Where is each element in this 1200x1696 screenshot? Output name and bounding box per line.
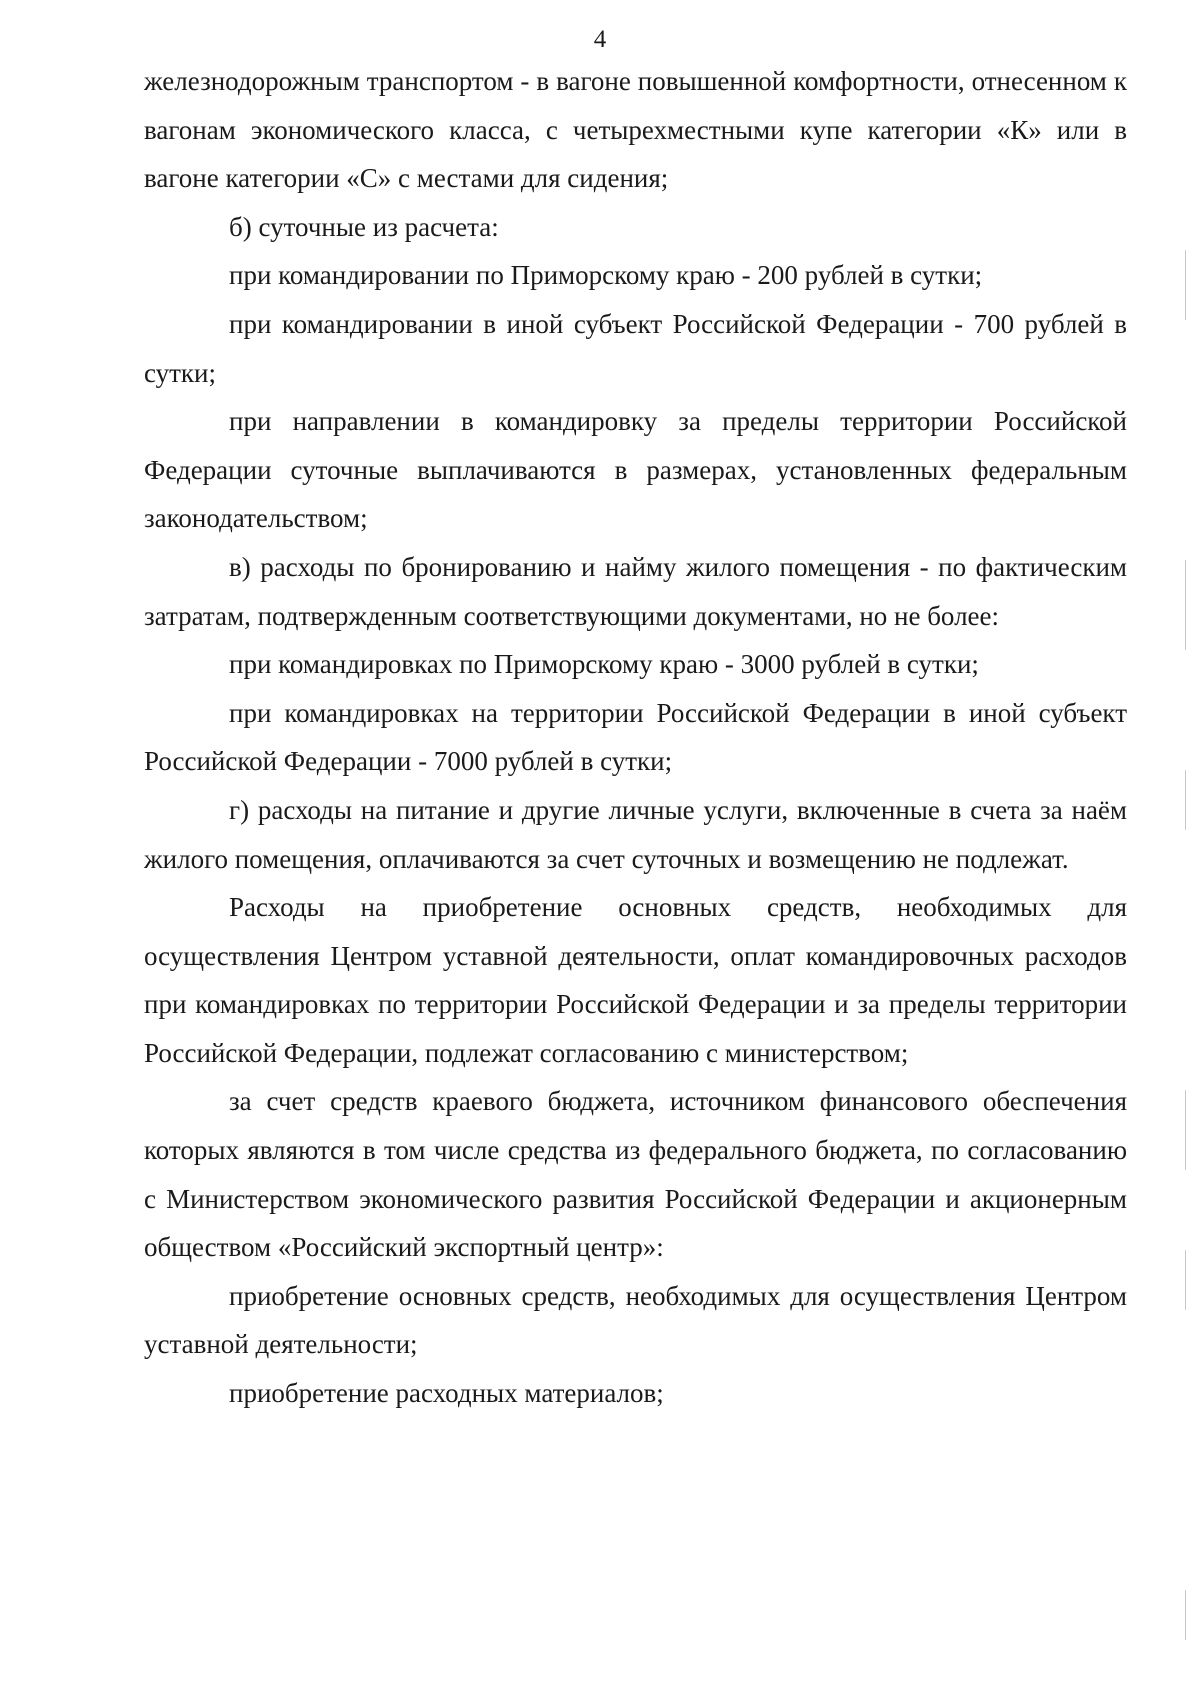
paragraph-per-diem-other-region: при командировании в иной субъект Российской Федерации - 700 рублей в сутки; (144, 308, 1127, 388)
paragraph-lodging-heading: в) расходы по бронированию и найму жилого помещения - по фактическим затратам, подтвержденным соответствующими документами, но не более: (144, 551, 1127, 631)
paragraph-per-diem-abroad: при направлении в командировку за пределы территории Российской Федерации суточные выплачиваются в размерах, установленных федеральным законодательством; (144, 406, 1127, 534)
paragraph-per-diem-primorsky: при командировании по Приморскому краю - 200 рублей в сутки; (229, 260, 983, 291)
scan-edge-mark (1185, 1590, 1186, 1640)
scan-edge-mark (1185, 1250, 1186, 1310)
page-number: 4 (593, 26, 607, 53)
paragraph-meals-services: г) расходы на питание и другие личные услуги, включенные в счета за наём жилого помещения, оплачиваются за счет суточных и возмещению не подлежат. (144, 794, 1127, 874)
scan-edge-mark (1185, 1090, 1186, 1170)
paragraph-lodging-other-region: при командировках на территории Российской Федерации в иной субъект Российской Федерации - 7000 рублей в сутки; (144, 697, 1127, 777)
paragraph-fixed-assets: приобретение основных средств, необходимых для осуществления Центром уставной деятельности; (144, 1280, 1127, 1360)
scan-edge-mark (1185, 560, 1186, 650)
scan-edge-mark (1185, 250, 1186, 320)
paragraph-lodging-primorsky: при командировках по Приморскому краю - 3000 рублей в сутки; (229, 649, 979, 680)
paragraph-per-diem-heading: б) суточные из расчета: (229, 211, 499, 242)
paragraph-rail-transport: железнодорожным транспортом - в вагоне повышенной комфортности, отнесенном к вагонам экономического класса, с четырехместными купе категории «К» или в вагоне категории «С» с местами для сидения; (144, 66, 1127, 194)
document-body (144, 57, 1127, 1418)
paragraph-regional-budget: за счет средств краевого бюджета, источником финансового обеспечения которых являются в том числе средства из федерального бюджета, по согласованию с Министерством экономического развития Российской Федерации и акционерным обществом «Российский экспортный центр»: (144, 1086, 1127, 1263)
paragraph-consumables: приобретение расходных материалов; (229, 1378, 664, 1409)
paragraph-approval-ministry: Расходы на приобретение основных средств, необходимых для осуществления Центром уставной деятельности, оплат командировочных расходов при командировках по территории Российской Федерации и за пределы территории Российской Федерации, подлежат согласованию с министерством; (144, 892, 1127, 1068)
scan-edge-mark (1185, 770, 1186, 830)
